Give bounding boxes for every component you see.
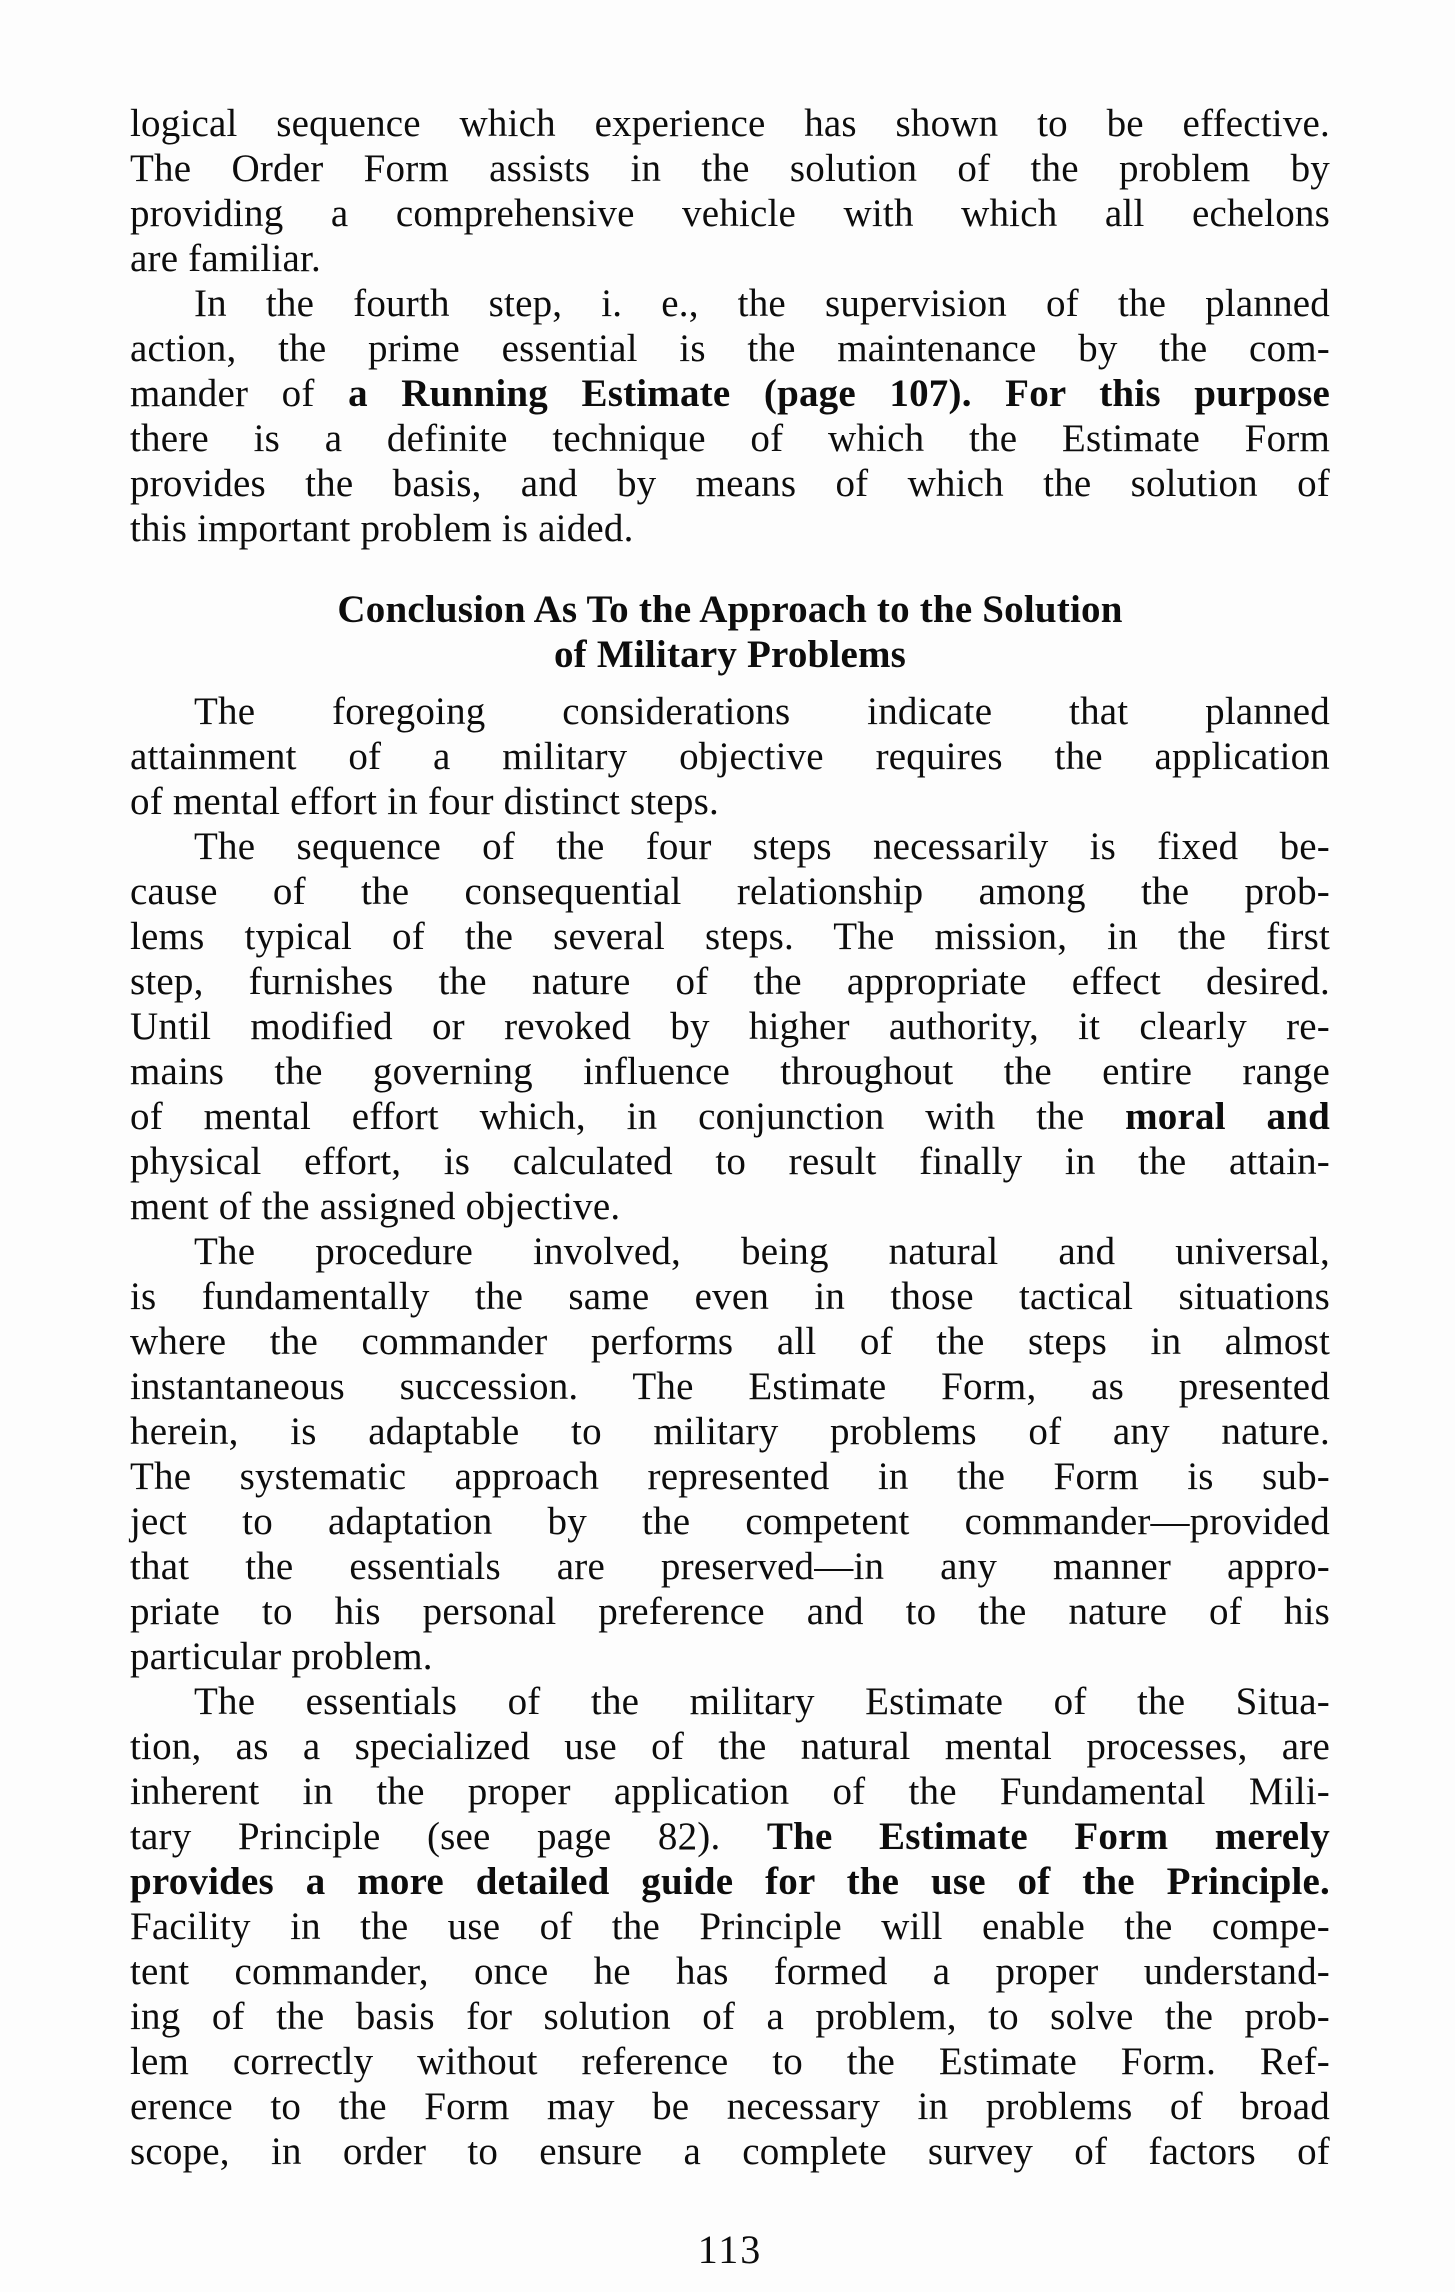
text-line: In the fourth step, i. e., the supervision of the planned bbox=[194, 282, 1330, 325]
text-column bbox=[130, 101, 1330, 2174]
text-line: there is a definite technique of which the Estimate Form bbox=[130, 417, 1330, 460]
text-line: lem correctly without reference to the Estimate Form. Ref- bbox=[130, 2040, 1330, 2083]
text-line: The procedure involved, being natural and universal, bbox=[194, 1230, 1330, 1273]
text-line: tary Principle (see page 82). The Estimate Form merely bbox=[130, 1815, 1330, 1858]
text-line: this important problem is aided. bbox=[130, 507, 634, 550]
text-line: priate to his personal preference and to the nature of his bbox=[130, 1590, 1330, 1633]
text-line: The foregoing considerations indicate that planned bbox=[194, 690, 1330, 733]
text-line: lems typical of the several steps. The mission, in the first bbox=[130, 915, 1330, 958]
text-line: provides a more detailed guide for the use of the Principle. bbox=[130, 1860, 1330, 1903]
text-line: providing a comprehensive vehicle with which all echelons bbox=[130, 192, 1330, 235]
text-line: scope, in order to ensure a complete survey of factors of bbox=[130, 2130, 1330, 2173]
section-heading bbox=[130, 587, 1330, 677]
text-line: cause of the consequential relationship among the prob- bbox=[130, 870, 1330, 913]
text-line: instantaneous succession. The Estimate Form, as presented bbox=[130, 1365, 1330, 1408]
text-line: erence to the Form may be necessary in problems of broad bbox=[130, 2085, 1330, 2128]
text-line: ject to adaptation by the competent commander—provided bbox=[130, 1500, 1330, 1543]
text-line: inherent in the proper application of the Fundamental Mili- bbox=[130, 1770, 1330, 1813]
text-line: tent commander, once he has formed a proper understand- bbox=[130, 1950, 1330, 1993]
text-line: Until modified or revoked by higher authority, it clearly re- bbox=[130, 1005, 1330, 1048]
text-line: is fundamentally the same even in those tactical situations bbox=[130, 1275, 1330, 1318]
text-line: The essentials of the military Estimate of the Situa- bbox=[194, 1680, 1330, 1723]
text-line: of mental effort in four distinct steps. bbox=[130, 780, 719, 823]
paragraph bbox=[130, 281, 1330, 551]
paragraph bbox=[130, 1229, 1330, 1679]
text-line: herein, is adaptable to military problems of any nature. bbox=[130, 1410, 1330, 1453]
paragraph bbox=[130, 1679, 1330, 2174]
text-line: ing of the basis for solution of a problem, to solve the prob- bbox=[130, 1995, 1330, 2038]
text-line: step, furnishes the nature of the appropriate effect desired. bbox=[130, 960, 1330, 1003]
text-line: that the essentials are preserved—in any manner appro- bbox=[130, 1545, 1330, 1588]
heading-line: of Military Problems bbox=[553, 633, 907, 676]
text-line: action, the prime essential is the maintenance by the com- bbox=[130, 327, 1330, 370]
paragraph bbox=[130, 824, 1330, 1229]
text-line: The Order Form assists in the solution of the problem by bbox=[130, 147, 1330, 190]
text-line: tion, as a specialized use of the natural mental processes, are bbox=[130, 1725, 1330, 1768]
text-line: provides the basis, and by means of which the solution of bbox=[130, 462, 1330, 505]
page-number: 113 bbox=[697, 2227, 763, 2272]
text-line: Facility in the use of the Principle will enable the compe- bbox=[130, 1905, 1330, 1948]
text-line: particular problem. bbox=[130, 1635, 433, 1678]
heading-line: Conclusion As To the Approach to the Solution bbox=[337, 588, 1123, 631]
text-line: where the commander performs all of the steps in almost bbox=[130, 1320, 1330, 1363]
text-line: The sequence of the four steps necessarily is fixed be- bbox=[194, 825, 1330, 868]
text-line: are familiar. bbox=[130, 237, 321, 280]
text-line: The systematic approach represented in the Form is sub- bbox=[130, 1455, 1330, 1498]
paragraph bbox=[130, 101, 1330, 281]
text-line: of mental effort which, in conjunction with the moral and bbox=[130, 1095, 1330, 1138]
text-line: physical effort, is calculated to result finally in the attain- bbox=[130, 1140, 1330, 1183]
text-line: logical sequence which experience has shown to be effective. bbox=[130, 102, 1330, 145]
text-line: mains the governing influence throughout the entire range bbox=[130, 1050, 1330, 1093]
text-line: attainment of a military objective requires the application bbox=[130, 735, 1330, 778]
text-line: ment of the assigned objective. bbox=[130, 1185, 621, 1228]
paragraph bbox=[130, 689, 1330, 824]
text-line: mander of a Running Estimate (page 107). For this purpose bbox=[130, 372, 1330, 415]
